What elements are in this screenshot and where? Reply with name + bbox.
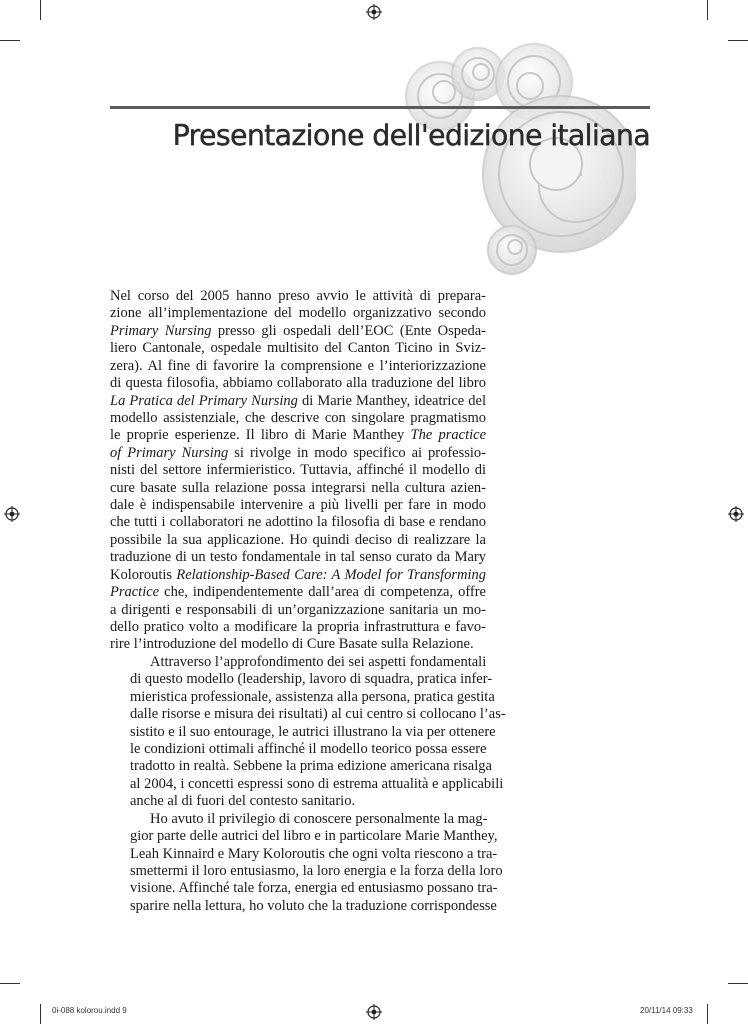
text-line <box>110 567 486 584</box>
text-run: visione. Affinché tale forza, energia ed entusiasmo possano tra- <box>130 880 498 897</box>
text-line <box>110 845 498 863</box>
text-line <box>110 393 486 410</box>
text-run: le proprie esperienze. Il libro di Marie Manthey <box>110 427 411 444</box>
paragraph <box>110 288 486 654</box>
text-line <box>110 584 486 601</box>
text-run: modello assistenziale, che descrive con singolare pragmatismo <box>110 409 486 426</box>
registration-mark-icon <box>365 3 383 21</box>
text-run: di Marie Manthey, ideatrice del <box>297 392 487 409</box>
slug-date-info: 20/11/14 09:33 <box>640 1006 693 1015</box>
text-run: dale è indispensabile intervenire a più livelli per fare in modo <box>110 497 486 514</box>
text-line <box>110 654 486 671</box>
crop-mark <box>0 983 20 984</box>
italic-title: of Primary Nursing <box>110 444 229 461</box>
text-line <box>110 671 493 688</box>
text-line <box>110 427 486 444</box>
crop-mark <box>707 0 708 20</box>
text-line <box>110 775 504 793</box>
crop-mark <box>40 1004 41 1024</box>
text-run: Leah Kinnaird e Mary Koloroutis che ogni volta riescono a tra- <box>130 845 498 862</box>
text-run: mieristica professionale, assistenza alla persona, pratica gestita <box>130 688 495 705</box>
text-run: possibile la sua applicazione. Ho quindi deciso di realizzare la <box>110 531 486 548</box>
body-text <box>110 288 506 915</box>
text-line <box>110 723 496 741</box>
text-line <box>110 340 486 357</box>
title-rule <box>110 106 650 109</box>
text-line <box>110 480 486 497</box>
italic-title: Practice <box>110 584 160 601</box>
text-run: zione all’implementazione del modello organizzativo secondo <box>110 305 486 322</box>
text-line <box>110 288 486 305</box>
text-run: dalle risorse e misura dei risultati) al cui centro si collocano l’as- <box>130 706 506 723</box>
text-line <box>110 862 503 880</box>
text-run: sparire nella lettura, ho voluto che la traduzione corrispondesse <box>130 897 497 914</box>
text-line <box>110 602 486 619</box>
text-line <box>110 323 486 340</box>
text-run: Ho avuto il privilegio di conoscere personalmente la mag- <box>150 810 488 827</box>
text-run: tradotto in realtà. Sebbene la prima edizione americana risalga <box>130 758 492 775</box>
text-line <box>110 445 486 462</box>
text-line <box>110 305 486 322</box>
text-run: zera). Al fine di favorire la comprensione e l’interiorizzazione <box>110 357 486 374</box>
text-run: si rivolge in modo specifico ai professio- <box>228 444 487 461</box>
crop-mark <box>40 0 41 20</box>
page-title: Presentazione dell'edizione italiana <box>172 119 650 152</box>
text-run: anche al di fuori del contesto sanitario. <box>130 793 356 810</box>
text-run: cure basate sulla relazione possa integrarsi nella cultura azien- <box>110 479 486 496</box>
text-line <box>110 549 486 566</box>
text-run: smettermi il loro entusiasmo, la loro energia e la forza della loro <box>130 862 503 879</box>
slug-file-info: 0i-088 kolorou.indd 9 <box>52 1006 127 1015</box>
registration-mark-icon <box>3 505 21 523</box>
text-run: che tutti i collaboratori ne adottino la filosofia di base e rendano <box>110 514 486 531</box>
paragraph <box>110 653 506 811</box>
text-line <box>110 793 486 810</box>
text-line <box>110 619 486 636</box>
text-run: Nel corso del 2005 hanno preso avvio le attività di prepara- <box>110 288 486 304</box>
text-run: sistito e il suo entourage, le autrici illustrano la via per ottenere <box>130 723 496 740</box>
registration-mark-icon <box>727 505 745 523</box>
paragraph <box>110 810 503 916</box>
text-run: Attraverso l’approfondimento dei sei aspetti fondamentali <box>150 653 487 670</box>
text-line <box>110 897 497 915</box>
text-line <box>110 497 486 514</box>
text-run: presso gli ospedali dell’EOC (Ente Ospeda- <box>211 322 486 339</box>
text-run: al 2004, i concetti espressi sono di estrema attualità e applicabili <box>130 775 504 792</box>
text-line <box>110 375 486 392</box>
text-run: rire l’introduzione del modello di Cure Basate sulla Relazione. <box>110 636 474 653</box>
spiral-ornament <box>396 34 636 280</box>
text-line <box>110 828 498 845</box>
text-line <box>110 410 486 427</box>
text-line <box>110 741 486 758</box>
text-line <box>110 514 486 531</box>
crop-mark <box>728 40 748 41</box>
italic-title: La Pratica del Primary Nursing <box>110 392 298 409</box>
italic-title: The practice <box>410 427 487 444</box>
text-run: liero Cantonale, ospedale multisito del Canton Ticino in Sviz- <box>110 340 486 357</box>
text-line <box>110 688 495 706</box>
text-line <box>110 706 506 723</box>
text-run: le condizioni ottimali affinché il modello teorico possa essere <box>130 740 487 757</box>
text-line <box>110 462 486 479</box>
crop-mark <box>728 983 748 984</box>
text-line <box>110 758 492 775</box>
text-line <box>110 358 486 375</box>
registration-mark-icon <box>365 1003 383 1021</box>
text-line <box>110 636 486 653</box>
text-run: che, indipendentemente dall’area di competenza, offre <box>159 584 486 601</box>
text-run: traduzione di un testo fondamentale in tal senso curato da Mary <box>110 549 486 566</box>
text-run: nisti del settore infermieristico. Tuttavia, affinché il modello di <box>110 462 486 479</box>
italic-title: Primary Nursing <box>110 322 212 339</box>
text-run: gior parte delle autrici del libro e in particolare Marie Manthey, <box>130 828 498 845</box>
text-run: Koloroutis <box>110 566 177 583</box>
text-run: di questa filosofia, abbiamo collaborato alla traduzione del libro <box>110 375 486 392</box>
text-run: dello pratico volto a modificare la propria infrastruttura e favo- <box>110 619 486 636</box>
text-run: a dirigenti e responsabili di un’organizzazione sanitaria un mo- <box>110 601 486 618</box>
text-run: di questo modello (leadership, lavoro di squadra, pratica infer- <box>130 671 493 688</box>
crop-mark <box>0 40 20 41</box>
text-line <box>110 880 498 897</box>
text-line <box>110 811 486 828</box>
crop-mark <box>707 1004 708 1024</box>
text-line <box>110 532 486 549</box>
italic-title: Relationship-Based Care: A Model for Transforming <box>176 566 487 583</box>
